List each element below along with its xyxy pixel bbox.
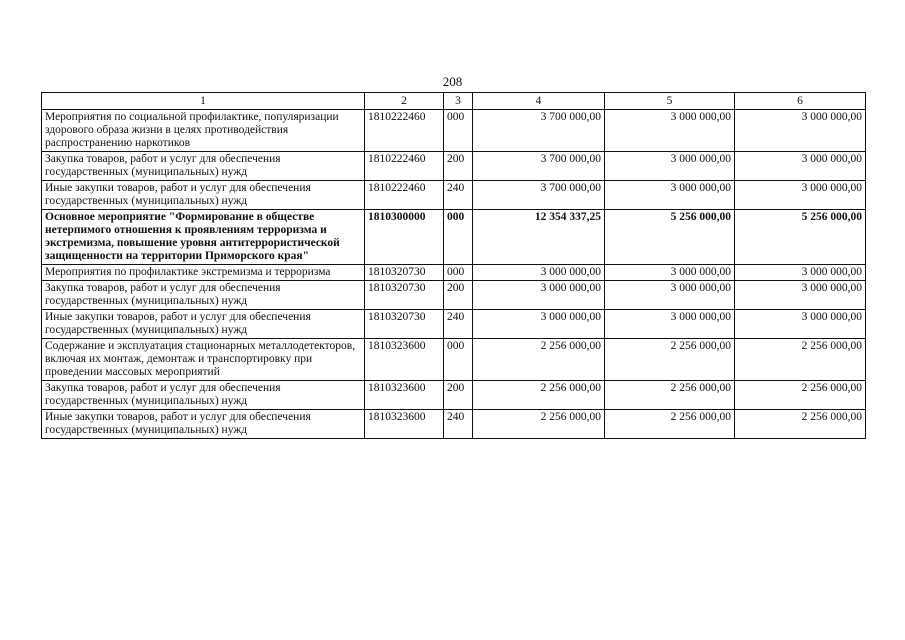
row-amount-col5: 2 256 000,00 [605,381,735,410]
row-amount-col4: 3 700 000,00 [473,152,605,181]
column-header-5: 5 [605,93,735,110]
table-row [42,310,866,339]
row-amount-col5: 2 256 000,00 [605,339,735,381]
row-target-code: 1810320730 [365,310,444,339]
row-description: Иные закупки товаров, работ и услуг для обеспечения государственных (муниципальных) нужд [42,181,365,210]
row-amount-col4: 3 000 000,00 [473,281,605,310]
row-amount-col4: 2 256 000,00 [473,381,605,410]
row-expense-type: 240 [444,181,473,210]
row-amount-col6: 2 256 000,00 [735,339,866,381]
row-amount-col5: 3 000 000,00 [605,265,735,281]
row-amount-col5: 3 000 000,00 [605,152,735,181]
table-row [42,181,866,210]
table-row [42,339,866,381]
row-target-code: 1810320730 [365,265,444,281]
row-expense-type: 200 [444,281,473,310]
column-header-3: 3 [444,93,473,110]
row-expense-type: 240 [444,410,473,439]
row-target-code: 1810320730 [365,281,444,310]
row-amount-col5: 3 000 000,00 [605,281,735,310]
row-amount-col4: 3 700 000,00 [473,110,605,152]
table-row [42,281,866,310]
table-row [42,152,866,181]
row-target-code: 1810300000 [365,210,444,265]
row-expense-type: 240 [444,310,473,339]
page-number: 208 [442,74,463,89]
row-amount-col6: 3 000 000,00 [735,152,866,181]
row-amount-col4: 2 256 000,00 [473,410,605,439]
column-header-2: 2 [365,93,444,110]
row-description: Закупка товаров, работ и услуг для обеспечения государственных (муниципальных) нужд [42,152,365,181]
row-amount-col6: 5 256 000,00 [735,210,866,265]
row-amount-col5: 3 000 000,00 [605,181,735,210]
row-expense-type: 000 [444,210,473,265]
row-amount-col4: 3 000 000,00 [473,265,605,281]
row-amount-col6: 3 000 000,00 [735,281,866,310]
row-target-code: 1810222460 [365,181,444,210]
row-amount-col4: 3 000 000,00 [473,310,605,339]
row-description: Мероприятия по социальной профилактике, популяризации здорового образа жизни в целях противодействия распространению наркотиков [42,110,365,152]
row-amount-col6: 3 000 000,00 [735,265,866,281]
row-amount-col4: 2 256 000,00 [473,339,605,381]
row-description: Иные закупки товаров, работ и услуг для обеспечения государственных (муниципальных) нужд [42,310,365,339]
row-amount-col6: 2 256 000,00 [735,410,866,439]
column-header-4: 4 [473,93,605,110]
row-expense-type: 000 [444,339,473,381]
row-amount-col5: 5 256 000,00 [605,210,735,265]
row-amount-col5: 2 256 000,00 [605,410,735,439]
row-expense-type: 200 [444,381,473,410]
row-expense-type: 200 [444,152,473,181]
row-amount-col4: 3 700 000,00 [473,181,605,210]
table-row-main-activity [42,210,866,265]
row-target-code: 1810222460 [365,152,444,181]
table-row [42,410,866,439]
row-description: Основное мероприятие "Формирование в обществе нетерпимого отношения к проявлениям терроризма и экстремизма, повышение уровня антитеррористической защищенности на территории Приморского края" [42,210,365,265]
row-target-code: 1810323600 [365,410,444,439]
column-header-1: 1 [42,93,365,110]
row-amount-col5: 3 000 000,00 [605,110,735,152]
row-target-code: 1810323600 [365,339,444,381]
row-amount-col6: 2 256 000,00 [735,381,866,410]
budget-table [41,92,866,439]
row-target-code: 1810323600 [365,381,444,410]
table-row [42,110,866,152]
row-expense-type: 000 [444,265,473,281]
table-row [42,381,866,410]
row-amount-col4: 12 354 337,25 [473,210,605,265]
row-description: Закупка товаров, работ и услуг для обеспечения государственных (муниципальных) нужд [42,281,365,310]
table-row [42,265,866,281]
row-target-code: 1810222460 [365,110,444,152]
row-expense-type: 000 [444,110,473,152]
row-amount-col6: 3 000 000,00 [735,181,866,210]
row-description: Мероприятия по профилактике экстремизма и терроризма [42,265,365,281]
row-description: Иные закупки товаров, работ и услуг для обеспечения государственных (муниципальных) нужд [42,410,365,439]
row-description: Закупка товаров, работ и услуг для обеспечения государственных (муниципальных) нужд [42,381,365,410]
row-amount-col5: 3 000 000,00 [605,310,735,339]
table-header-row [42,93,866,110]
row-description: Содержание и эксплуатация стационарных металлодетекторов, включая их монтаж, демонтаж и транспортировку при проведении массовых мероприятий [42,339,365,381]
row-amount-col6: 3 000 000,00 [735,310,866,339]
row-amount-col6: 3 000 000,00 [735,110,866,152]
column-header-6: 6 [735,93,866,110]
